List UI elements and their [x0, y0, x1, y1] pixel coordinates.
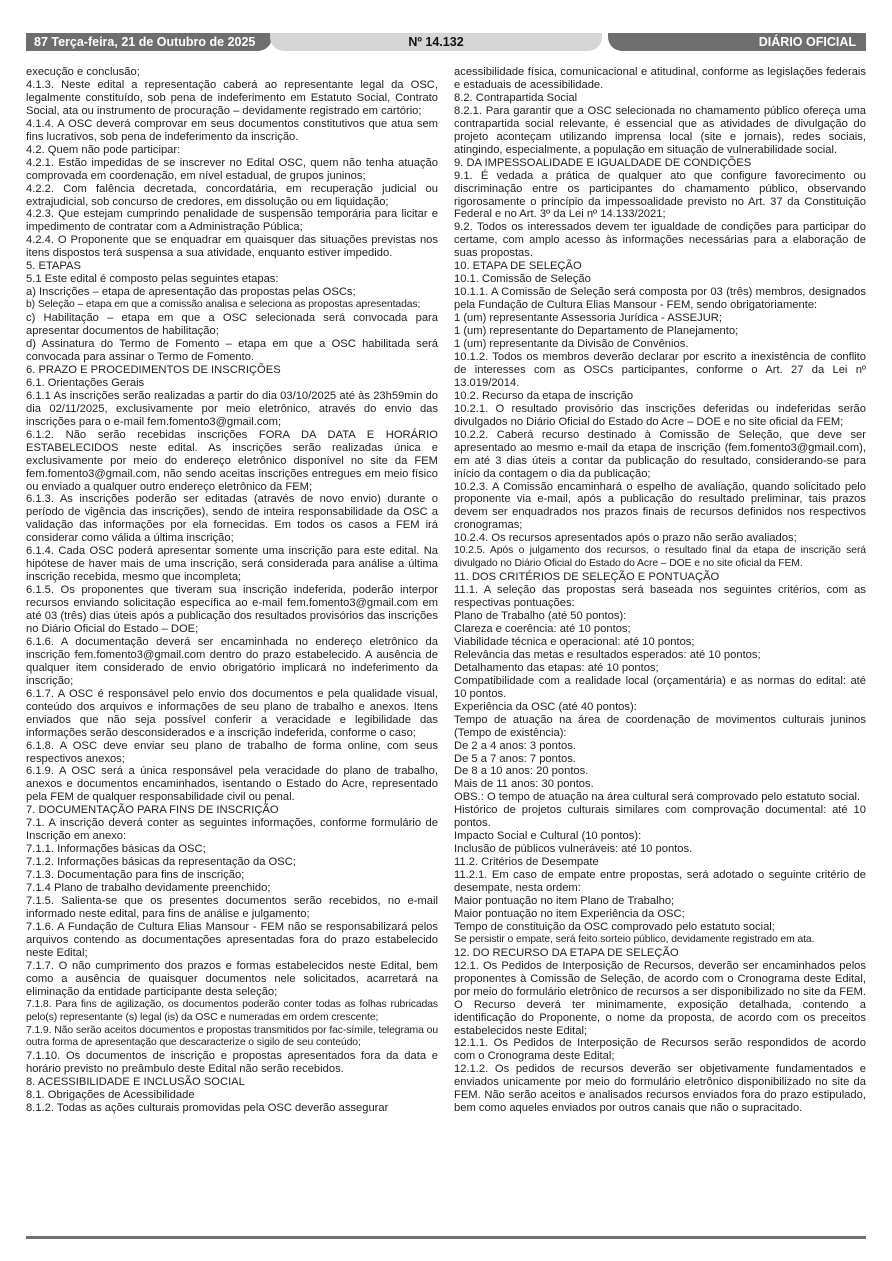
paragraph: 7.1. A inscrição deverá conter as seguintes informações, conforme formulário de Inscrição em anexo: [26, 817, 438, 843]
paragraph: 7.1.10. Os documentos de inscrição e propostas apresentados fora da data e horário previsto no preâmbulo deste Edital não serão recebidos. [26, 1050, 438, 1076]
paragraph: 5. ETAPAS [26, 260, 81, 273]
paragraph: 7.1.6. A Fundação de Cultura Elias Mansour - FEM não se responsabilizará pelos arquivos contendo as documentações apresentadas fora do prazo estabelecido neste Edital; [26, 920, 438, 959]
paragraph: Tempo de constituição da OSC comprovado pelo estatuto social; [454, 920, 775, 933]
paragraph: acessibilidade física, comunicacional e atitudinal, conforme as legislações federais e estaduais de acessibilidade. [454, 66, 866, 91]
paragraph: Detalhamento das etapas: até 10 pontos; [454, 661, 659, 674]
paragraph: Clareza e coerência: até 10 pontos; [454, 622, 631, 635]
paragraph: Impacto Social e Cultural (10 pontos): [454, 830, 642, 843]
paragraph: 8.1.2. Todas as ações culturais promovidas pela OSC deverão assegurar [26, 1102, 389, 1115]
paragraph: 4.2.4. O Proponente que se enquadrar em quaisquer das situações previstas nos itens dispostos terá suspensa a sua atividade, enquanto estiver impedido. [26, 234, 438, 260]
paragraph: Mais de 11 anos: 30 pontos. [454, 778, 594, 791]
paragraph: 7.1.1. Informações básicas da OSC; [26, 843, 206, 856]
paragraph: execução e conclusão; [26, 66, 140, 78]
footer-rule [26, 1236, 866, 1239]
paragraph: 6.1.2. Não serão recebidas inscrições FORA DA DATA E HORÁRIO ESTABELECIDOS neste edital. As inscrições serão realizadas única e exclusivamente por meio do endereço eletrônico disponível no site da FEM fem.fomento3@gmail.com, não sendo aceitas inscrições entregues em meio físico ou enviado a qualquer outro endereço eletrônico da FEM; [26, 428, 438, 493]
issue-number: Nº 14.132 [270, 33, 602, 51]
paragraph: 1 (um) representante da Divisão de Convênios. [454, 338, 689, 351]
page-number-date: 87 Terça-feira, 21 de Outubro de 2025 [26, 33, 272, 51]
paragraph: Tempo de atuação na área de coordenação de movimentos culturais juninos (Tempo de existência): [454, 713, 866, 739]
paragraph: 7.1.5. Salienta-se que os presentes documentos serão recebidos, no e-mail informado neste edital, para fins de análise e julgamento; [26, 895, 438, 920]
paragraph: Inclusão de públicos vulneráveis: até 10 pontos. [454, 843, 693, 856]
paragraph: 11. DOS CRITÉRIOS DE SELEÇÃO E PONTUAÇÃO [454, 571, 720, 584]
paragraph: 6.1.1 As inscrições serão realizadas a partir do dia 03/10/2025 até às 23h59min do dia 02/11/2025, exclusivamente por meio eletrônico, através do envio das inscrições para o e-mail fem.fomento3@gmail.com; [26, 389, 438, 428]
paragraph: 1 (um) representante do Departamento de Planejamento; [454, 325, 739, 338]
paragraph: 9. DA IMPESSOALIDADE E IGUALDADE DE CONDIÇÕES [454, 156, 752, 169]
page-header [26, 33, 866, 53]
paragraph: b) Seleção – etapa em que a comissão analisa e seleciona as propostas apresentadas; [26, 299, 421, 311]
paragraph: 8.2.1. Para garantir que a OSC selecionada no chamamento público ofereça uma contrapartida social relevante, é essencial que as atividades de divulgação do projeto aconteçam utilizando imprensa local (site e jornais), redes sociais, atingindo, especialmente, a população em situação de vulnerabilidade social. [454, 104, 866, 156]
paragraph: 10.2.1. O resultado provisório das inscrições deferidas ou indeferidas serão divulgados no Diário Oficial do Estado do Acre – DOE e no site oficial da FEM; [454, 402, 866, 428]
paragraph: 4.2. Quem não pode participar: [26, 143, 181, 156]
paragraph: 6.1.5. Os proponentes que tiveram sua inscrição indeferida, poderão interpor recursos enviando solicitação específica ao e-mail fem.fomento3@gmail.com em até 03 (três) dias úteis após a publicação dos resultados provisórios das inscrições no Diário Oficial do Estado – DOE; [26, 584, 438, 635]
paragraph: 4.2.3. Que estejam cumprindo penalidade de suspensão temporária para licitar e impedimento de contratar com a Administração Pública; [26, 208, 438, 234]
paragraph: 7.1.8. Para fins de agilização, os documentos poderão conter todas as folhas rubricadas pelo(s) representante (s) legal (is) da OSC e numeradas em ordem crescente; [26, 998, 438, 1023]
paragraph: Viabilidade técnica e operacional: até 10 pontos; [454, 635, 695, 648]
right-column [454, 66, 866, 1115]
paragraph: Compatibilidade com a realidade local (orçamentária) e as normas do edital: até 10 pontos. [454, 674, 866, 700]
paragraph: De 2 a 4 anos: 3 pontos. [454, 739, 576, 752]
paragraph: a) Inscrições – etapa de apresentação das propostas pelas OSCs; [26, 286, 356, 299]
paragraph: 6.1.4. Cada OSC poderá apresentar somente uma inscrição para este edital. Na hipótese de haver mais de uma inscrição, será considerada para análise a última inscrição recebida, mesmo que incompleta; [26, 545, 438, 584]
paragraph: Se persistir o empate, será feito sorteio público, devidamente registrado em ata. [454, 933, 815, 945]
paragraph: Plano de Trabalho (até 50 pontos): [454, 610, 627, 623]
paragraph: 4.2.1. Estão impedidas de se inscrever no Edital OSC, quem não tenha atuação comprovada em coordenação, em nível estadual, de grupos juninos; [26, 156, 438, 182]
left-column [26, 66, 438, 1115]
paragraph: 11.1. A seleção das propostas será baseada nos seguintes critérios, com as respectivas pontuações: [454, 584, 866, 610]
paragraph: De 8 a 10 anos: 20 pontos. [454, 765, 589, 778]
paragraph: 10.2.2. Caberá recurso destinado à Comissão de Seleção, que deve ser apresentado ao mesmo e-mail da etapa de inscrição (fem.fomento3@gmail.com), em até 3 dias úteis a contar da publicação do resultado, considerando-se para início da contagem o dia da publicação; [454, 428, 866, 480]
paragraph: 9.2. Todos os interessados devem ter igualdade de condições para participar do certame, com amplo acesso às informações necessárias para a elaboração de suas propostas. [454, 221, 866, 260]
paragraph: 12. DO RECURSO DA ETAPA DE SELEÇÃO [454, 946, 679, 959]
paragraph: 6.1.9. A OSC será a única responsável pela veracidade do plano de trabalho, anexos e documentos encaminhados, isentando o Estado do Acre, representado pela FEM de qualquer responsabilidade civil ou penal. [26, 765, 438, 804]
paragraph: 9.1. É vedada a prática de qualquer ato que configure favorecimento ou discriminação entre os participantes do chamamento público, observando rigorosamente o princípio da impessoalidade previsto no Art. 37 da Constituição Federal e no Art. 3º da Lei nº 14.133/2021; [454, 169, 866, 221]
paragraph: 10.2.3. A Comissão encaminhará o espelho de avaliação, quando solicitado pelo proponente via e-mail, após a publicação do resultado preliminar, tais prazos devem ser enquadrados nos prazos finais de recursos definidos nos respectivos cronogramas; [454, 480, 866, 532]
paragraph: 8.1. Obrigações de Acessibilidade [26, 1089, 195, 1102]
paragraph: 7. DOCUMENTAÇÃO PARA FINS DE INSCRIÇÃO [26, 804, 279, 817]
paragraph: Maior pontuação no item Plano de Trabalho; [454, 895, 675, 907]
paragraph: Maior pontuação no item Experiência da OSC; [454, 907, 685, 920]
paragraph: 8.2. Contrapartida Social [454, 91, 578, 104]
paragraph: 10. ETAPA DE SELEÇÃO [454, 260, 582, 273]
paragraph: 4.1.4. A OSC deverá comprovar em seus documentos constitutivos que atua sem fins lucrativos, sob pena de indeferimento da inscrição. [26, 117, 438, 143]
paragraph: 6.1.7. A OSC é responsável pelo envio dos documentos e pela qualidade visual, conteúdo dos arquivos e informações de seu plano de trabalho e anexos. Itens enviados que não seja possível conferir a veracidade e legibilidade das informações serão desconsiderados e a inscrição indeferida, conforme o caso; [26, 687, 438, 739]
paragraph: Experiência da OSC (até 40 pontos): [454, 700, 637, 713]
paragraph: 11.2.1. Em caso de empate entre propostas, será adotado o seguinte critério de desempate, nesta ordem: [454, 869, 866, 895]
paragraph: c) Habilitação – etapa em que a OSC selecionada será convocada para apresentar documentos de habilitação; [26, 312, 438, 338]
paragraph: 7.1.7. O não cumprimento dos prazos e formas estabelecidos neste Edital, bem como a ausência de quaisquer documentos nele solicitados, acarretará na eliminação da entidade participante desta seleção; [26, 959, 438, 998]
paragraph: 10.2.5. Após o julgamento dos recursos, o resultado final da etapa de inscrição será divulgado no Diário Oficial do Estado do Acre – DOE e no site oficial da FEM. [454, 545, 866, 570]
publication-title: DIÁRIO OFICIAL [608, 33, 866, 51]
paragraph: 7.1.3. Documentação para fins de inscrição; [26, 869, 245, 882]
paragraph: 8. ACESSIBILIDADE E INCLUSÃO SOCIAL [26, 1076, 245, 1089]
paragraph: 5.1 Este edital é composto pelas seguintes etapas: [26, 273, 279, 286]
paragraph: 10.1.1. A Comissão de Seleção será composta por 03 (três) membros, designados pela Fundação de Cultura Elias Mansour - FEM, sendo obrigatoriamente: [454, 286, 866, 312]
paragraph: Histórico de projetos culturais similares com comprovação documental: até 10 pontos. [454, 804, 866, 830]
paragraph: 4.1.3. Neste edital a representação caberá ao representante legal da OSC, legalmente constituído, sob pena de indeferimento em Estatuto Social, Contrato Social, ata ou instrumento de procuração – devidamente registrado em cartório; [26, 78, 438, 117]
paragraph: 12.1. Os Pedidos de Interposição de Recursos, deverão ser encaminhados pelos proponentes à Comissão de Seleção, de acordo com o Cronograma deste Edital, por meio do formulário eletrônico de recursos a ser disponibilizado no site da FEM. O Recurso deverá ter minimamente, exposição detalhada, contendo a identificação do Proponente, o nome da proposta, de acordo com os preceitos estabelecidos neste Edital; [454, 959, 866, 1037]
paragraph: 7.1.4 Plano de trabalho devidamente preenchido; [26, 882, 271, 895]
paragraph: 10.2.4. Os recursos apresentados após o prazo não serão avaliados; [454, 532, 797, 545]
paragraph: Relevância das metas e resultados esperados: até 10 pontos; [454, 648, 761, 661]
paragraph: 6.1.3. As inscrições poderão ser editadas (através de novo envio) durante o período de vigência das inscrições), sendo de inteira responsabilidade da OSC a validação das informações por ela fornecidas. Em todos os casos a FEM irá considerar como válida a última inscrição; [26, 493, 438, 545]
paragraph: OBS.: O tempo de atuação na área cultural será comprovado pelo estatuto social. [454, 791, 861, 804]
paragraph: 11.2. Critérios de Desempate [454, 856, 599, 869]
paragraph: 1 (um) representante Assessoria Jurídica - ASSEJUR; [454, 312, 722, 325]
paragraph: 10.1. Comissão de Seleção [454, 273, 591, 286]
paragraph: 6.1.8. A OSC deve enviar seu plano de trabalho de forma online, com seus respectivos anexos; [26, 739, 438, 765]
paragraph: 10.2. Recurso da etapa de inscrição [454, 389, 634, 402]
paragraph: 7.1.2. Informações básicas da representação da OSC; [26, 856, 296, 869]
paragraph: 7.1.9. Não serão aceitos documentos e propostas transmitidos por fac-símile, telegrama ou outra forma de apresentação que descaracterize o sigilo de seu conteúdo; [26, 1024, 438, 1049]
paragraph: d) Assinatura do Termo de Fomento – etapa em que a OSC habilitada será convocada para assinar o Termo de Fomento. [26, 338, 438, 363]
paragraph: 12.1.1. Os Pedidos de Interposição de Recursos serão respondidos de acordo com o Cronograma deste Edital; [454, 1037, 866, 1063]
paragraph: 6. PRAZO E PROCEDIMENTOS DE INSCRIÇÕES [26, 363, 281, 376]
paragraph: 6.1.6. A documentação deverá ser encaminhada no endereço eletrônico da inscrição fem.fomento3@gmail.com dentro do prazo estabelecido. A ausência de qualquer item considerado de envio obrigatório implicará no indeferimento da inscrição; [26, 635, 438, 687]
paragraph: 4.2.2. Com falência decretada, concordatária, em recuperação judicial ou extrajudicial, sob concurso de credores, em dissolução ou em liquidação; [26, 182, 438, 208]
paragraph: De 5 a 7 anos: 7 pontos. [454, 752, 576, 765]
paragraph: 12.1.2. Os pedidos de recursos deverão ser objetivamente fundamentados e enviados unicamente por meio do formulário eletrônico disponibilizado no site da FEM. Não serão aceitos e analisados recursos enviados fora do prazo estipulado, bem como aqueles enviados por outros canais que não o supracitado. [454, 1063, 866, 1115]
paragraph: 6.1. Orientações Gerais [26, 376, 145, 389]
paragraph: 10.1.2. Todos os membros deverão declarar por escrito a inexistência de conflito de interesses com as OSCs participantes, conforme o Art. 27 da Lei nº 13.019/2014. [454, 350, 866, 389]
